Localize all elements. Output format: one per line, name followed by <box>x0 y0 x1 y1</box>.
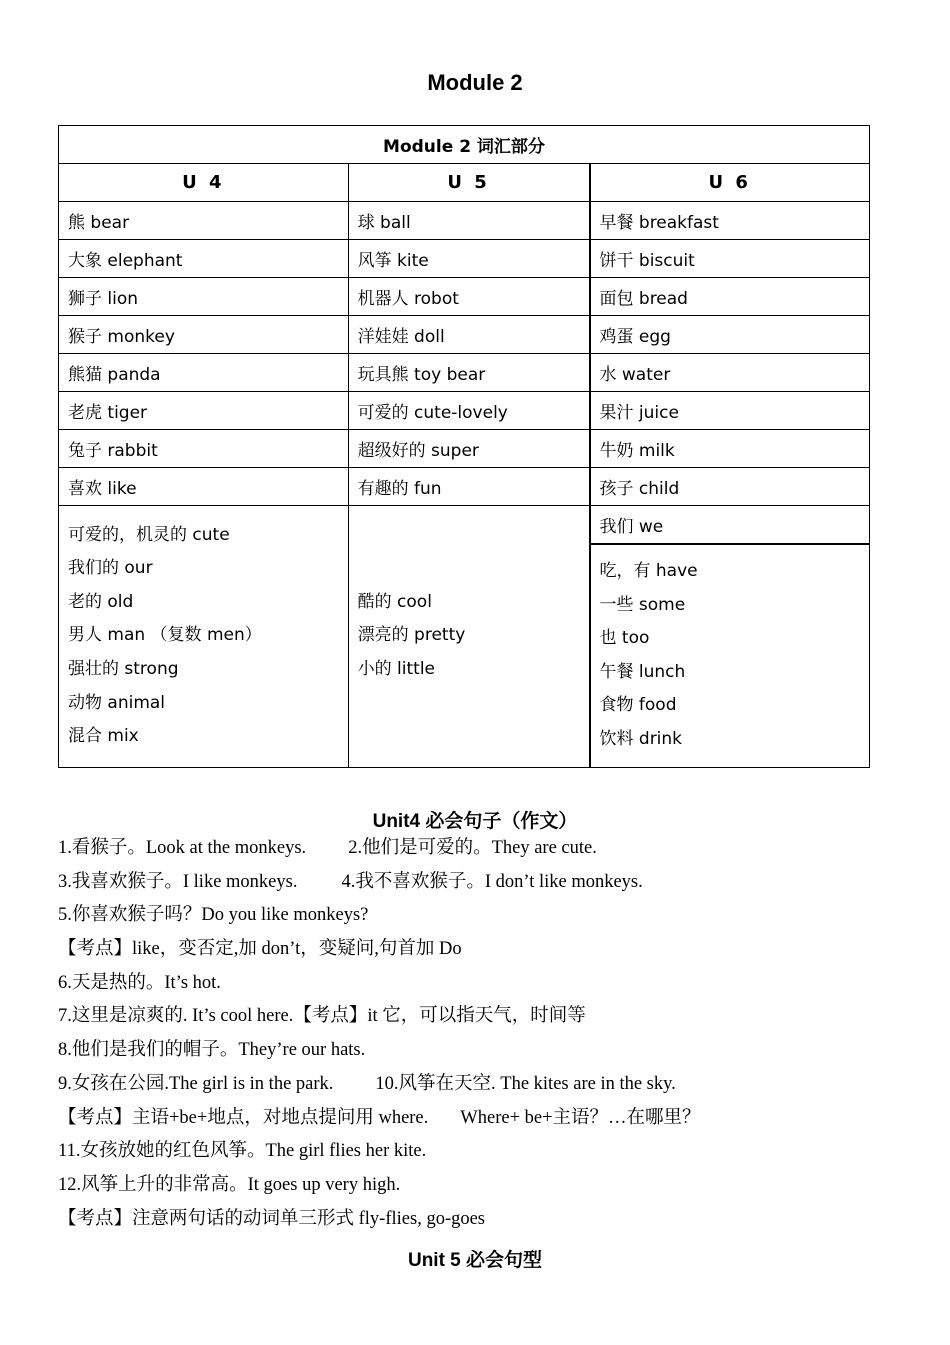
table-row <box>59 278 870 316</box>
page-title: Module 2 <box>427 70 523 95</box>
unit-header-u4: U 4 <box>59 164 349 202</box>
vocab-cell: 超级好的 super <box>348 430 589 468</box>
u6-extra-cell <box>590 544 870 767</box>
vocab-cell: 熊猫 panda <box>59 354 349 392</box>
vocab-cell: 面包 bread <box>590 278 870 316</box>
vocab-cell: 玩具熊 toy bear <box>348 354 589 392</box>
vocab-item: 老的 old <box>68 591 134 612</box>
table-row <box>59 506 870 545</box>
vocab-item: 我们的 our <box>68 558 153 579</box>
vocab-item: 动物 animal <box>68 692 166 713</box>
vocab-cell: 狮子 lion <box>59 278 349 316</box>
vocab-item: 可爱的，机灵的 cute <box>68 524 230 545</box>
vocab-item: 食物 food <box>599 695 677 716</box>
vocab-cell: 大象 elephant <box>59 240 349 278</box>
sentence-line: 8.他们是我们的帽子。They’re our hats. <box>58 1040 366 1061</box>
u5-extra-cell <box>348 506 589 768</box>
table-row <box>59 354 870 392</box>
vocab-cell: 机器人 robot <box>348 278 589 316</box>
vocab-cell: 牛奶 milk <box>590 430 870 468</box>
vocab-cell: 兔子 rabbit <box>59 430 349 468</box>
table-header: Module 2 词汇部分 <box>59 126 870 164</box>
key-point: 【考点】主语+be+地点，对地点提问用 where. <box>58 1107 429 1128</box>
sentence-line: 11.女孩放她的红色风筝。The girl flies her kite. <box>58 1141 427 1162</box>
vocabulary-table <box>58 125 870 768</box>
vocab-cell: 水 water <box>590 354 870 392</box>
vocab-cell: 孩子 child <box>590 468 870 506</box>
sentence: 2.他们是可爱的。They are cute. <box>348 838 597 858</box>
table-row <box>59 202 870 240</box>
sentence-line: 6.天是热的。It’s hot. <box>58 972 221 993</box>
sentence-line: 7.这里是凉爽的. It’s cool here.【考点】it 它，可以指天气，时间等 <box>58 1006 586 1027</box>
table-row <box>59 430 870 468</box>
vocab-cell: 可爱的 cute-lovely <box>348 392 589 430</box>
vocab-item: 午餐 lunch <box>599 661 686 682</box>
vocab-cell: 猴子 monkey <box>59 316 349 354</box>
sentence: 1.看猴子。Look at the monkeys. <box>58 838 307 858</box>
sentence: 3.我喜欢猴子。I like monkeys. <box>58 871 298 892</box>
vocab-cell: 饼干 biscuit <box>590 240 870 278</box>
key-point-line: 【考点】注意两句话的动词单三形式 fly-flies, go-goes <box>58 1208 486 1229</box>
unit4-sentences <box>58 832 918 1236</box>
vocab-cell: 风筝 kite <box>348 240 589 278</box>
vocab-cell: 早餐 breakfast <box>590 202 870 240</box>
vocab-cell: 鸡蛋 egg <box>590 316 870 354</box>
unit-header-u5: U 5 <box>348 164 589 202</box>
vocab-item: 混合 mix <box>68 726 139 747</box>
vocab-item: 男人 man （复数 men） <box>68 625 262 646</box>
sentence-line <box>58 1068 918 1102</box>
table-row <box>59 240 870 278</box>
sentence-line <box>58 866 918 900</box>
table-row <box>59 468 870 506</box>
vocab-item: 漂亮的 pretty <box>357 625 466 646</box>
u4-extra-cell <box>59 506 349 768</box>
key-point: Where+ be+主语？…在哪里？ <box>460 1107 701 1128</box>
sentence: 4.我不喜欢猴子。I don’t like monkeys. <box>341 871 643 892</box>
vocab-item: 酷的 cool <box>357 591 432 612</box>
vocab-cell: 有趣的 fun <box>348 468 589 506</box>
key-point-line: 【考点】like，变否定,加 don’t，变疑问,句首加 Do <box>58 939 462 960</box>
unit4-title: Unit4 必会句子（作文） <box>372 811 578 832</box>
vocab-cell: 熊 bear <box>59 202 349 240</box>
table-row <box>59 392 870 430</box>
vocab-cell: 老虎 tiger <box>59 392 349 430</box>
vocab-item: 强壮的 strong <box>68 659 179 680</box>
table-row <box>59 316 870 354</box>
vocab-item: 也 too <box>599 628 650 649</box>
vocab-cell: 我们 we <box>590 506 870 545</box>
key-point-line <box>58 1102 918 1136</box>
sentence-line <box>58 832 918 866</box>
vocab-cell: 洋娃娃 doll <box>348 316 589 354</box>
sentence: 10.风筝在天空. The kites are in the sky. <box>375 1073 676 1094</box>
sentence-line: 5.你喜欢猴子吗？Do you like monkeys? <box>58 905 369 926</box>
vocab-item: 吃，有 have <box>599 561 698 581</box>
vocab-cell: 果汁 juice <box>590 392 870 430</box>
unit5-title: Unit 5 必会句型 <box>407 1250 543 1271</box>
vocab-item: 小的 little <box>357 659 436 680</box>
vocab-item: 一些 some <box>599 594 686 615</box>
vocab-cell: 球 ball <box>348 202 589 240</box>
vocab-cell: 喜欢 like <box>59 468 349 506</box>
sentence: 9.女孩在公园.The girl is in the park. <box>58 1073 334 1094</box>
sentence-line: 12.风筝上升的非常高。It goes up very high. <box>58 1174 401 1195</box>
vocab-item: 饮料 drink <box>599 728 683 749</box>
unit-header-u6: U 6 <box>590 164 870 202</box>
